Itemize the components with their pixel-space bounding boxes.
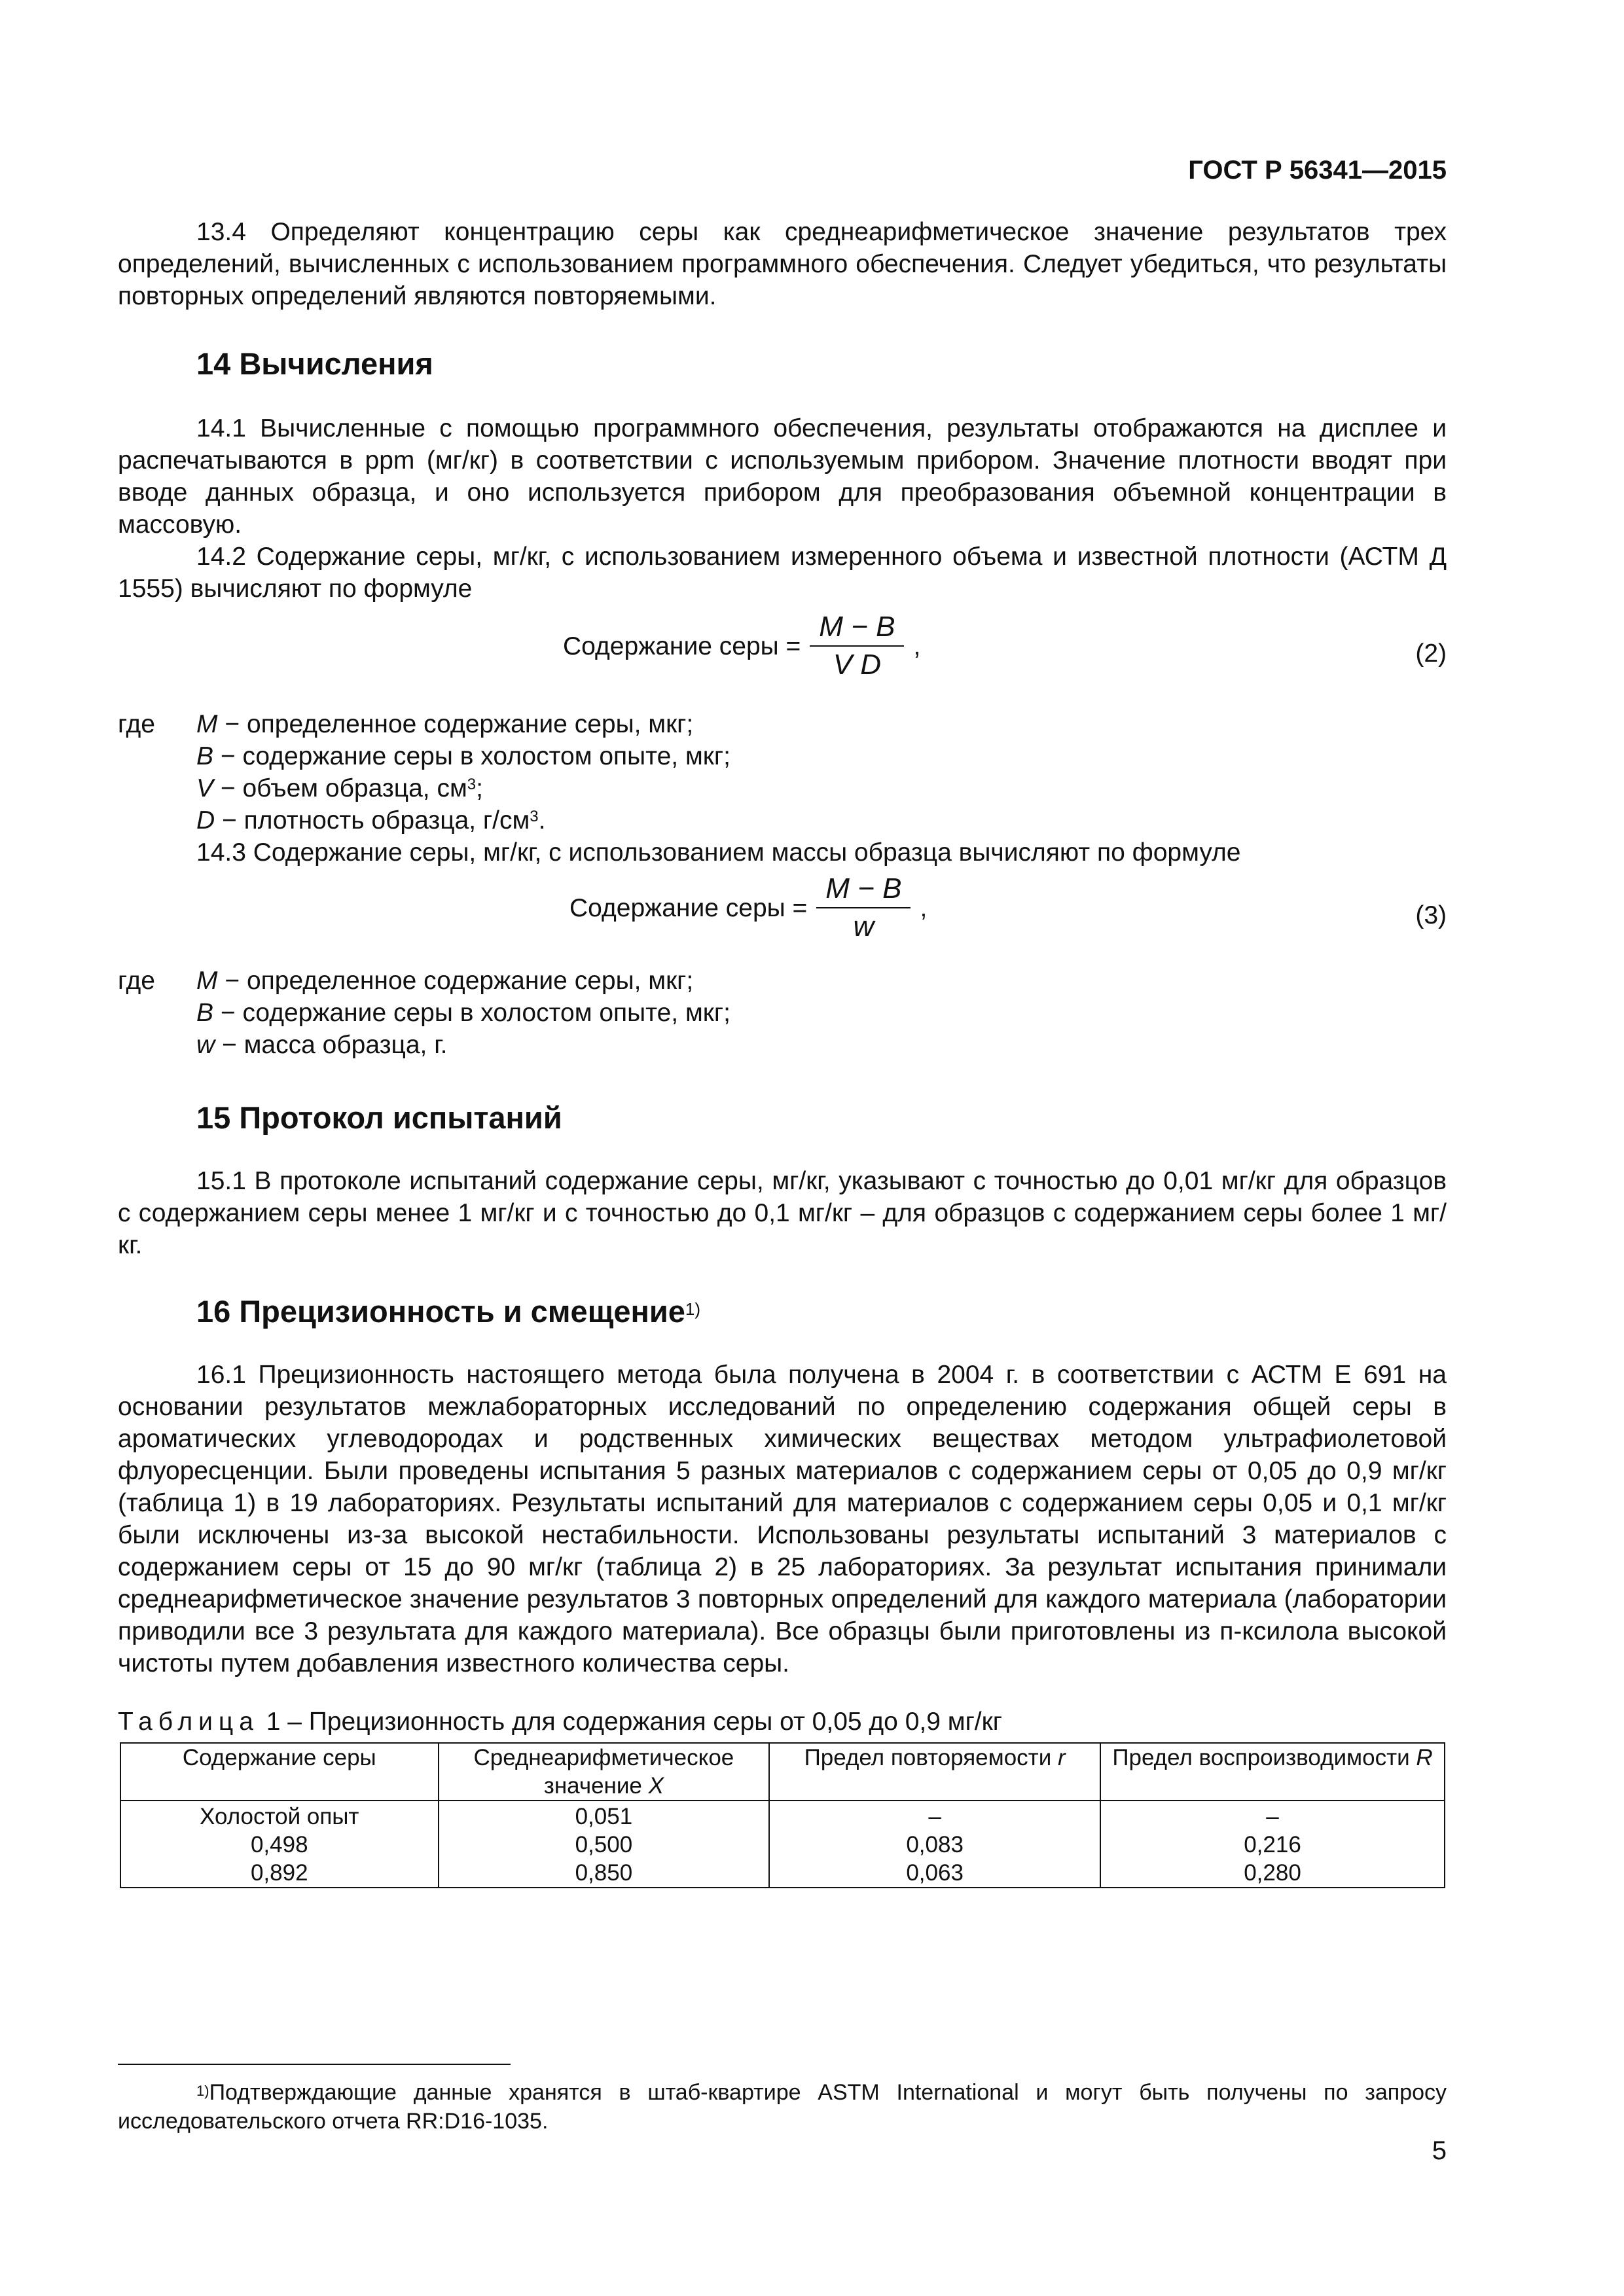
column-header: Среднеарифметическое значение X [439,1743,770,1801]
formula-3-denominator: w [853,910,875,942]
page-number: 5 [1432,2136,1447,2165]
where-item: V − объем образца, $см^3$; [196,774,483,802]
column-header: Содержание серы [120,1743,439,1801]
table-cell: 0,216 [1100,1831,1445,1859]
where-item: M − определенное содержание серы, мкг; [196,967,694,995]
table-row [120,1801,1445,1831]
formula-2-number: (2) [1415,639,1447,668]
footnote: $^{1)}$Подтверждающие данные хранятся в штаб-квартире ASTM International и могут быть получены по запросу исследовательского отчета RR:D16-1035. [118,2080,1447,2134]
table-1-caption: Таблица 1 – Прецизионность для содержания серы от 0,05 до 0,9 мг/кг [118,1708,1002,1736]
column-header: Предел повторяемости r [769,1743,1100,1801]
table-cell: 0,083 [769,1831,1100,1859]
section-15-heading: 15 Протокол испытаний [196,1100,562,1135]
formula-2-lhs: Содержание серы = [563,632,801,660]
paragraph-15-1: 15.1 В протоколе испытаний содержание серы, мг/кг, указывают с точностью до 0,01 мг/кг для образцов с содержанием серы менее 1 мг/кг и с точностью до 0,1 мг/кг – для образцов с содержанием серы более 1 мг/кг. [118,1167,1447,1259]
paragraph-14-2: 14.2 Содержание серы, мг/кг, с использованием измеренного объема и известной плотности (АСТМ Д 1555) вычисляют по формуле [118,543,1447,603]
paragraph-16-1: 16.1 Прецизионность настоящего метода была получена в 2004 г. в соответствии с АСТМ Е 691 на основании результатов межлабораторных исследований по определению содержания общей серы в ароматических углеводородах и родственных химических веществах методом ультрафиолетовой флуоресценции. Были проведены испытания 5 разных материалов с содержанием серы от 0,05 до 0,9 мг/кг (таблица 1) в 19 лабораториях. Результаты испытаний для материалов с содержанием серы 0,05 и 0,1 мг/кг были исключены из-за высокой нестабильности. Использованы результаты испытаний 3 материалов с содержанием серы от 15 до 90 мг/кг (таблица 2) в 25 лабораториях. За результат испытания принимали среднеарифметическое значение результатов 3 повторных определений для каждого материала (лаборатории приводили все 3 результата для каждого материала). Все образцы были приготовлены из п-ксилола высокой чистоты путем добавления известного количества серы. [118,1361,1447,1677]
formula-3-numerator: M − B [825,872,902,905]
section-14-heading: 14 Вычисления [196,346,433,381]
formula-2-denominator: V D [833,649,882,681]
formula-2-comma: , [913,632,921,660]
table-header-row [120,1743,1445,1801]
where-word: где [118,710,155,738]
where-list-3 [196,965,731,1061]
table-cell: 0,500 [439,1831,770,1859]
where-item: B − содержание серы в холостом опыте, мкг; [196,742,731,770]
paragraph-14-1: 14.1 Вычисленные с помощью программного обеспечения, результаты отображаются на дисплее и распечатываются в ppm (мг/кг) в соответствии с используемым прибором. Значение плотности вводят при вводе данных образца, и оно используется прибором для преобразования объемной концентрации в массовую. [118,414,1447,539]
paragraph-14-3: 14.3 Содержание серы, мг/кг, с использованием массы образца вычисляют по формуле [196,838,1241,867]
table-cell: 0,280 [1100,1859,1445,1888]
table-cell: – [1100,1801,1445,1831]
where-item: w − масса образца, г. [196,1031,448,1059]
where-list-2 [196,708,731,836]
formula-3-fraction [816,870,911,945]
footnote-divider [118,2064,511,2065]
table-cell: 0,498 [120,1831,439,1859]
formula-3-lhs: Содержание серы = [569,893,808,922]
table-cell: 0,892 [120,1859,439,1888]
table-cell: 0,051 [439,1801,770,1831]
table-row [120,1859,1445,1888]
column-header: Предел воспроизводимости R [1100,1743,1445,1801]
formula-3 [118,870,1447,962]
where-item: D − плотность образца, $г/см^3$. [196,806,546,834]
table-cell: – [769,1801,1100,1831]
standard-id-header: ГОСТ Р 56341—2015 [1188,156,1447,185]
table-cell: Холостой опыт [120,1801,439,1831]
where-item: M − определенное содержание серы, мкг; [196,710,694,738]
paragraph-13-4: 13.4 Определяют концентрацию серы как среднеарифметическое значение результатов трех определений, вычисленных с использованием программного обеспечения. Следует убедиться, что результаты повторных определений являются повторяемыми. [118,218,1447,310]
table-cell: 0,063 [769,1859,1100,1888]
precision-table [120,1742,1445,1888]
section-16-heading: 16 Прецизионность и смещение$^{1)}$ [196,1294,701,1329]
formula-2 [118,609,1447,700]
where-item: B − содержание серы в холостом опыте, мкг; [196,999,731,1027]
formula-3-comma: , [920,893,928,922]
table-row [120,1831,1445,1859]
table-cell: 0,850 [439,1859,770,1888]
formula-3-number: (3) [1415,901,1447,929]
formula-2-numerator: M − B [819,611,895,643]
where-word: где [118,967,155,995]
formula-2-fraction [810,609,904,683]
